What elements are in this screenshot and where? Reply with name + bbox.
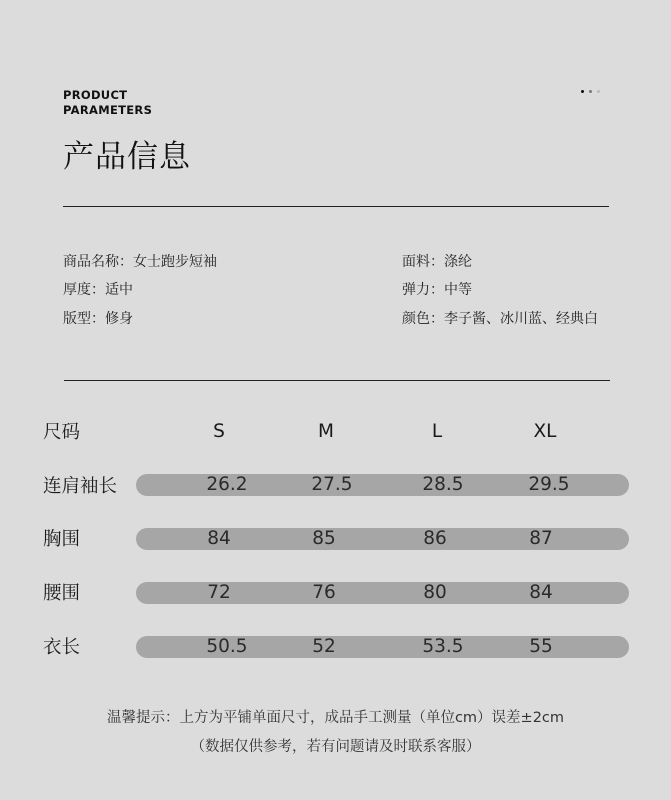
table-cell: 28.5 — [422, 474, 464, 495]
info-thickness: 厚度：适中 — [63, 282, 133, 298]
table-cell: 50.5 — [206, 636, 248, 657]
english-heading-line1: PRODUCT — [63, 88, 128, 102]
title-divider — [63, 206, 609, 207]
size-header-l: L — [431, 421, 443, 442]
row-label-sleeve-length: 连肩袖长 — [43, 476, 118, 497]
pagination-dots — [581, 90, 600, 93]
table-cell: 52 — [312, 636, 336, 657]
english-heading-line2: PARAMETERS — [63, 103, 153, 117]
table-cell: 84 — [207, 528, 231, 549]
table-cell: 87 — [529, 528, 553, 549]
row-label-waist: 腰围 — [43, 583, 81, 604]
info-divider — [64, 380, 610, 381]
reference-note: （数据仅供参考，若有问题请及时联系客服） — [190, 739, 481, 755]
row-label-chest: 胸围 — [43, 529, 81, 550]
info-colors: 颜色：李子酱、冰川蓝、经典白 — [402, 311, 598, 327]
table-cell: 53.5 — [422, 636, 464, 657]
info-elasticity: 弹力：中等 — [402, 282, 472, 298]
info-fit: 版型：修身 — [63, 311, 133, 327]
info-product-name: 商品名称：女士跑步短袖 — [63, 254, 217, 270]
size-header-m: M — [318, 421, 334, 442]
table-cell: 80 — [423, 582, 447, 603]
pagination-dot-3 — [597, 90, 600, 93]
pagination-dot-1 — [581, 90, 584, 93]
table-cell: 86 — [423, 528, 447, 549]
page-title: 产品信息 — [63, 139, 191, 175]
measurement-note: 温馨提示：上方为平铺单面尺寸，成品手工测量（单位cm）误差±2cm — [106, 710, 565, 726]
pagination-dot-2 — [589, 90, 592, 93]
table-cell: 27.5 — [311, 474, 353, 495]
table-cell: 76 — [312, 582, 336, 603]
table-cell: 84 — [529, 582, 553, 603]
table-cell: 55 — [529, 636, 553, 657]
info-fabric: 面料：涤纶 — [402, 254, 472, 270]
row-label-length: 衣长 — [43, 637, 81, 658]
english-heading — [63, 88, 152, 118]
table-cell: 26.2 — [206, 474, 248, 495]
size-header-xl: XL — [533, 421, 557, 442]
table-cell: 85 — [312, 528, 336, 549]
size-header-s: S — [213, 421, 225, 442]
table-cell: 29.5 — [528, 474, 570, 495]
table-cell: 72 — [207, 582, 231, 603]
size-table-corner-label: 尺码 — [43, 422, 81, 443]
